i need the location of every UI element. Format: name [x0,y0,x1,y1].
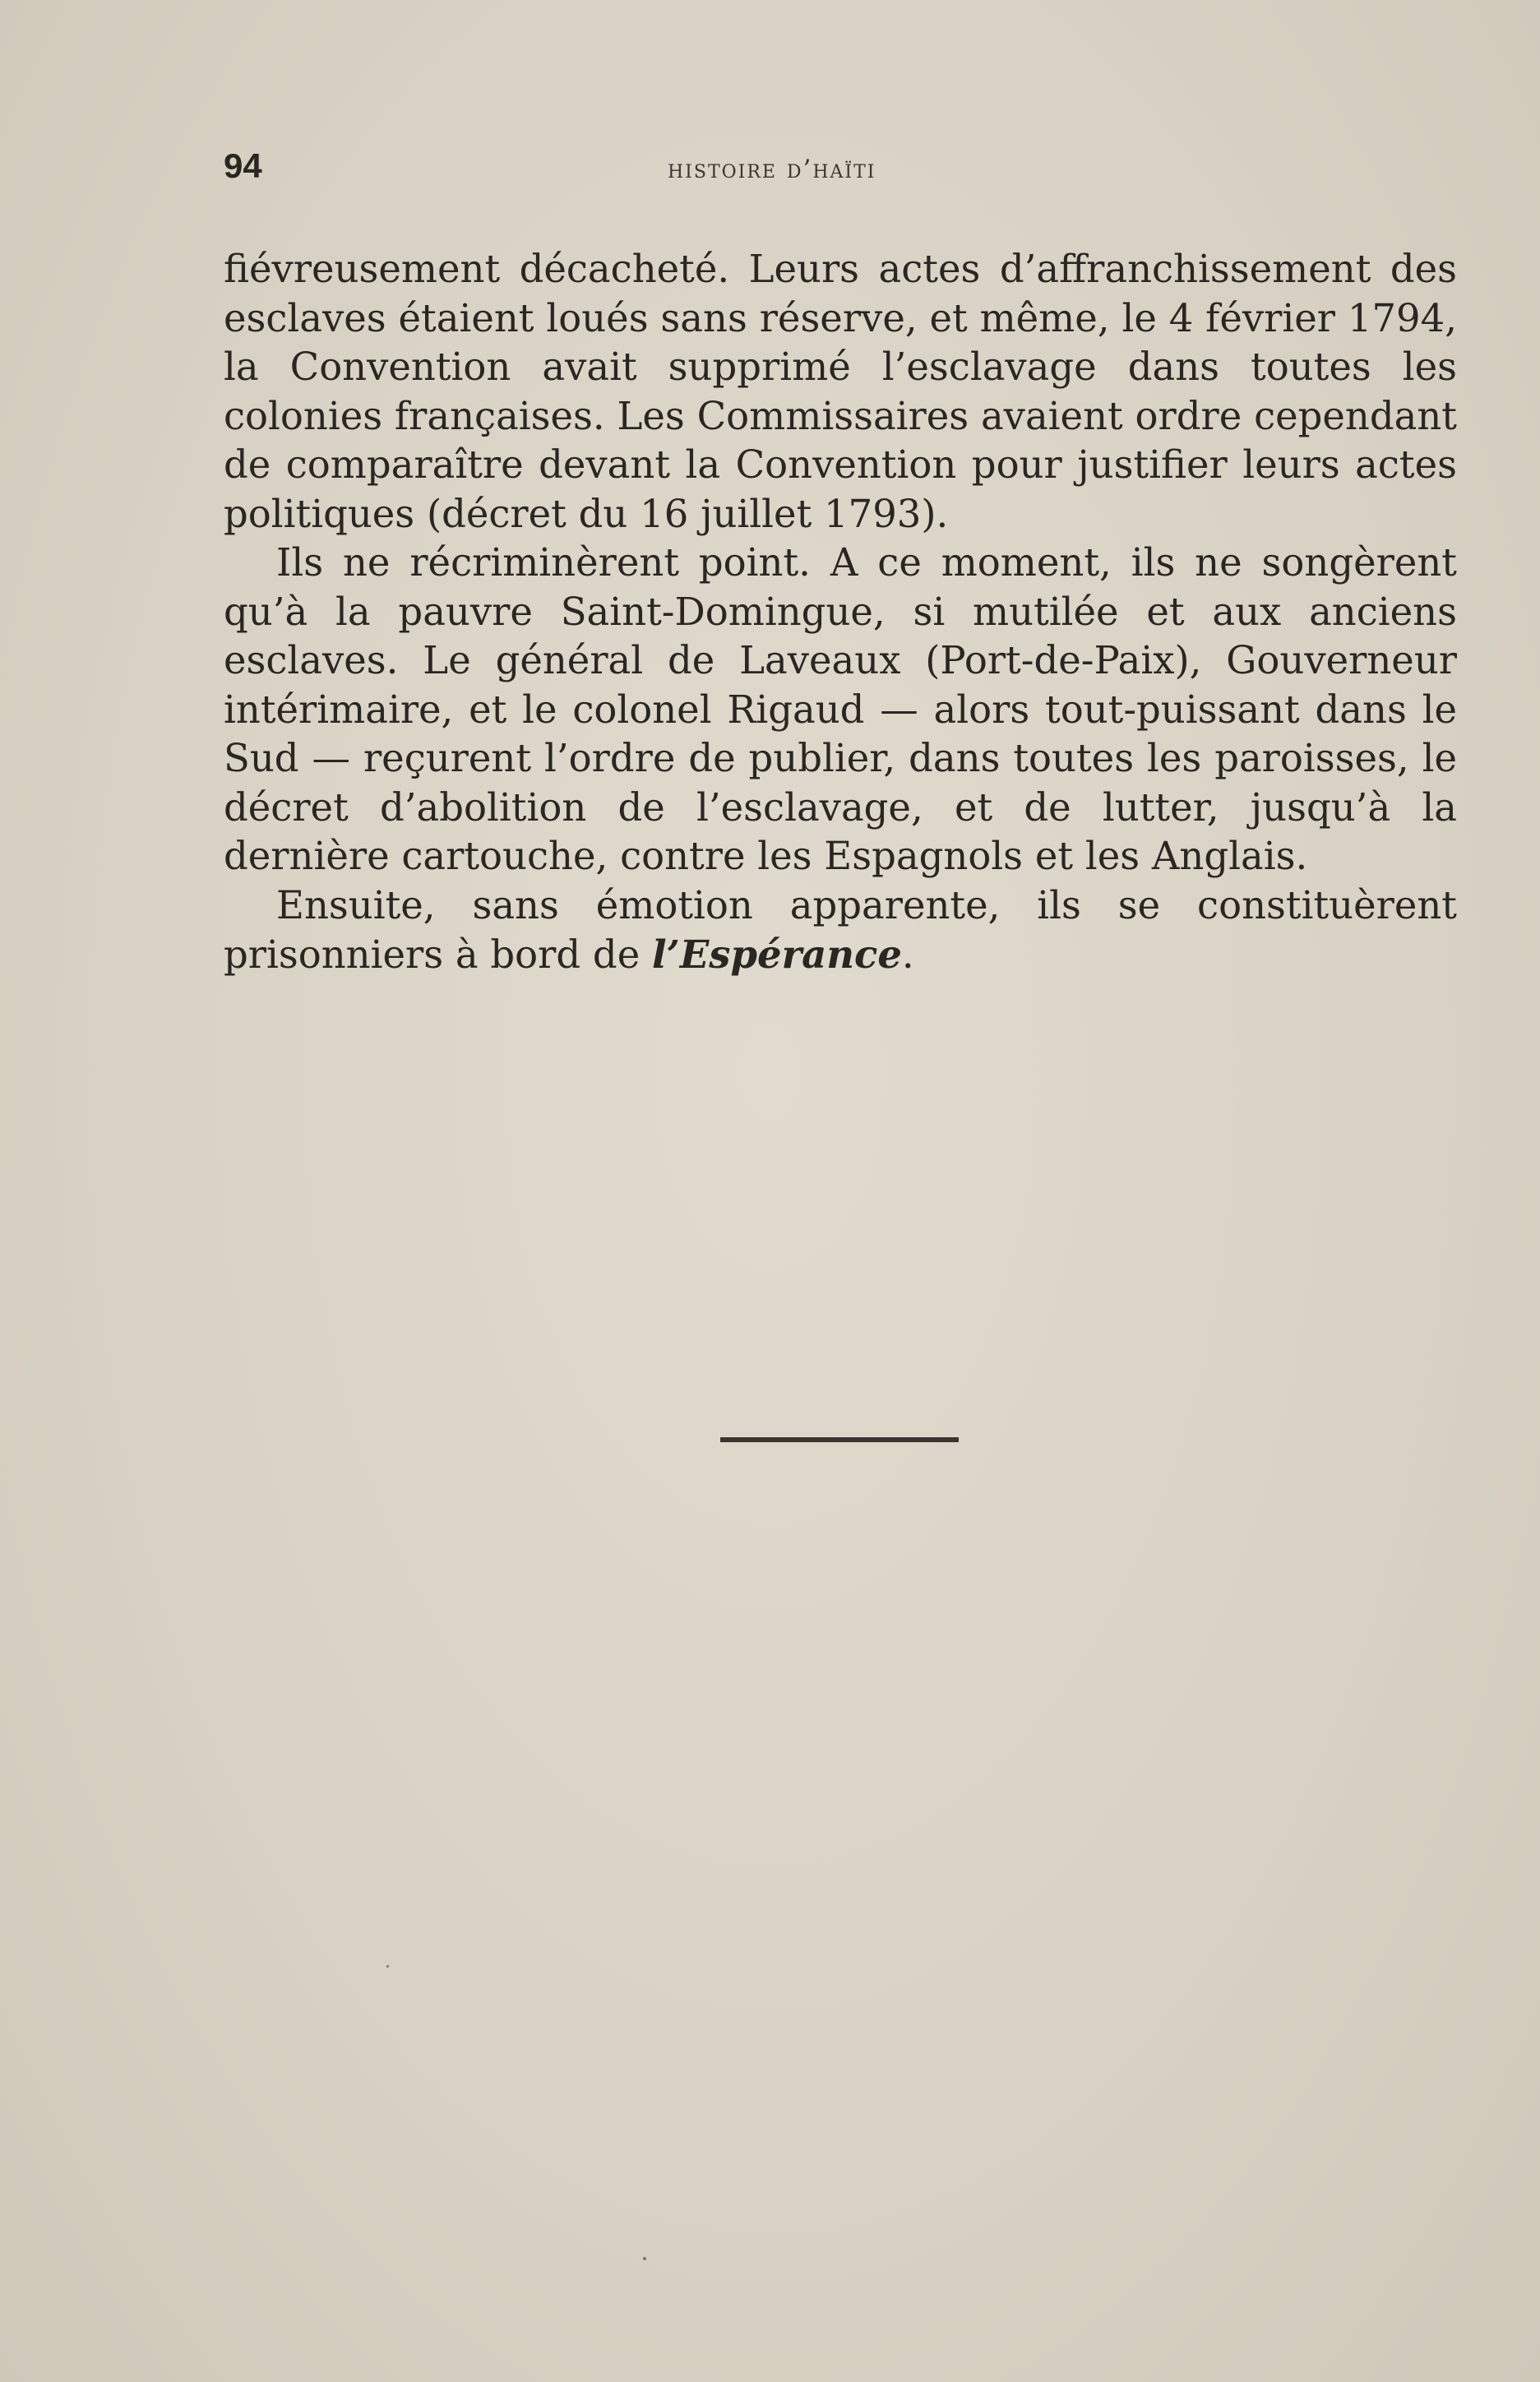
ship-name: l’Espérance [652,932,902,977]
page-number: 94 [224,146,262,185]
paper-speck [643,2257,646,2260]
paragraph-3-text: Ensuite, sans émotion apparente, ils se constituèrent prisonniers à bord de [224,882,1457,977]
paragraph-2: Ils ne récriminèrent point. A ce moment, ils ne songèrent qu’à la pauvre Saint-Domingue, si mutilée et aux anciens esclaves. Le général de Laveaux (Port-de-Paix), Gouverneur intérimaire, et le colonel Rigaud — alors tout-puissant dans le Sud — reçurent l’ordre de publier, dans toutes les paroisses, le décret d’abolition de l’esclavage, et de lutter, jusqu’à la dernière cartouche, contre les Espagnols et les Anglais. [224,540,1457,878]
section-rule [720,1437,959,1442]
paragraph-1: fiévreusement décacheté. Leurs actes d’affranchissement des esclaves étaient loués sans réserve, et même, le 4 février 1794, la Convention avait supprimé l’esclavage dans toutes les colonies françaises. Les Commissaires avaient ordre cependant de comparaître devant la Convention pour justifier leurs actes politiques (décret du 16 juillet 1793). [224,247,1457,536]
running-head [224,146,1457,196]
paragraph-3 [224,881,1457,980]
paper-speck [386,1965,389,1968]
body-text [224,245,1457,980]
paragraph-3-end: . [901,932,914,977]
running-title: histoire d’haïti [668,155,876,184]
